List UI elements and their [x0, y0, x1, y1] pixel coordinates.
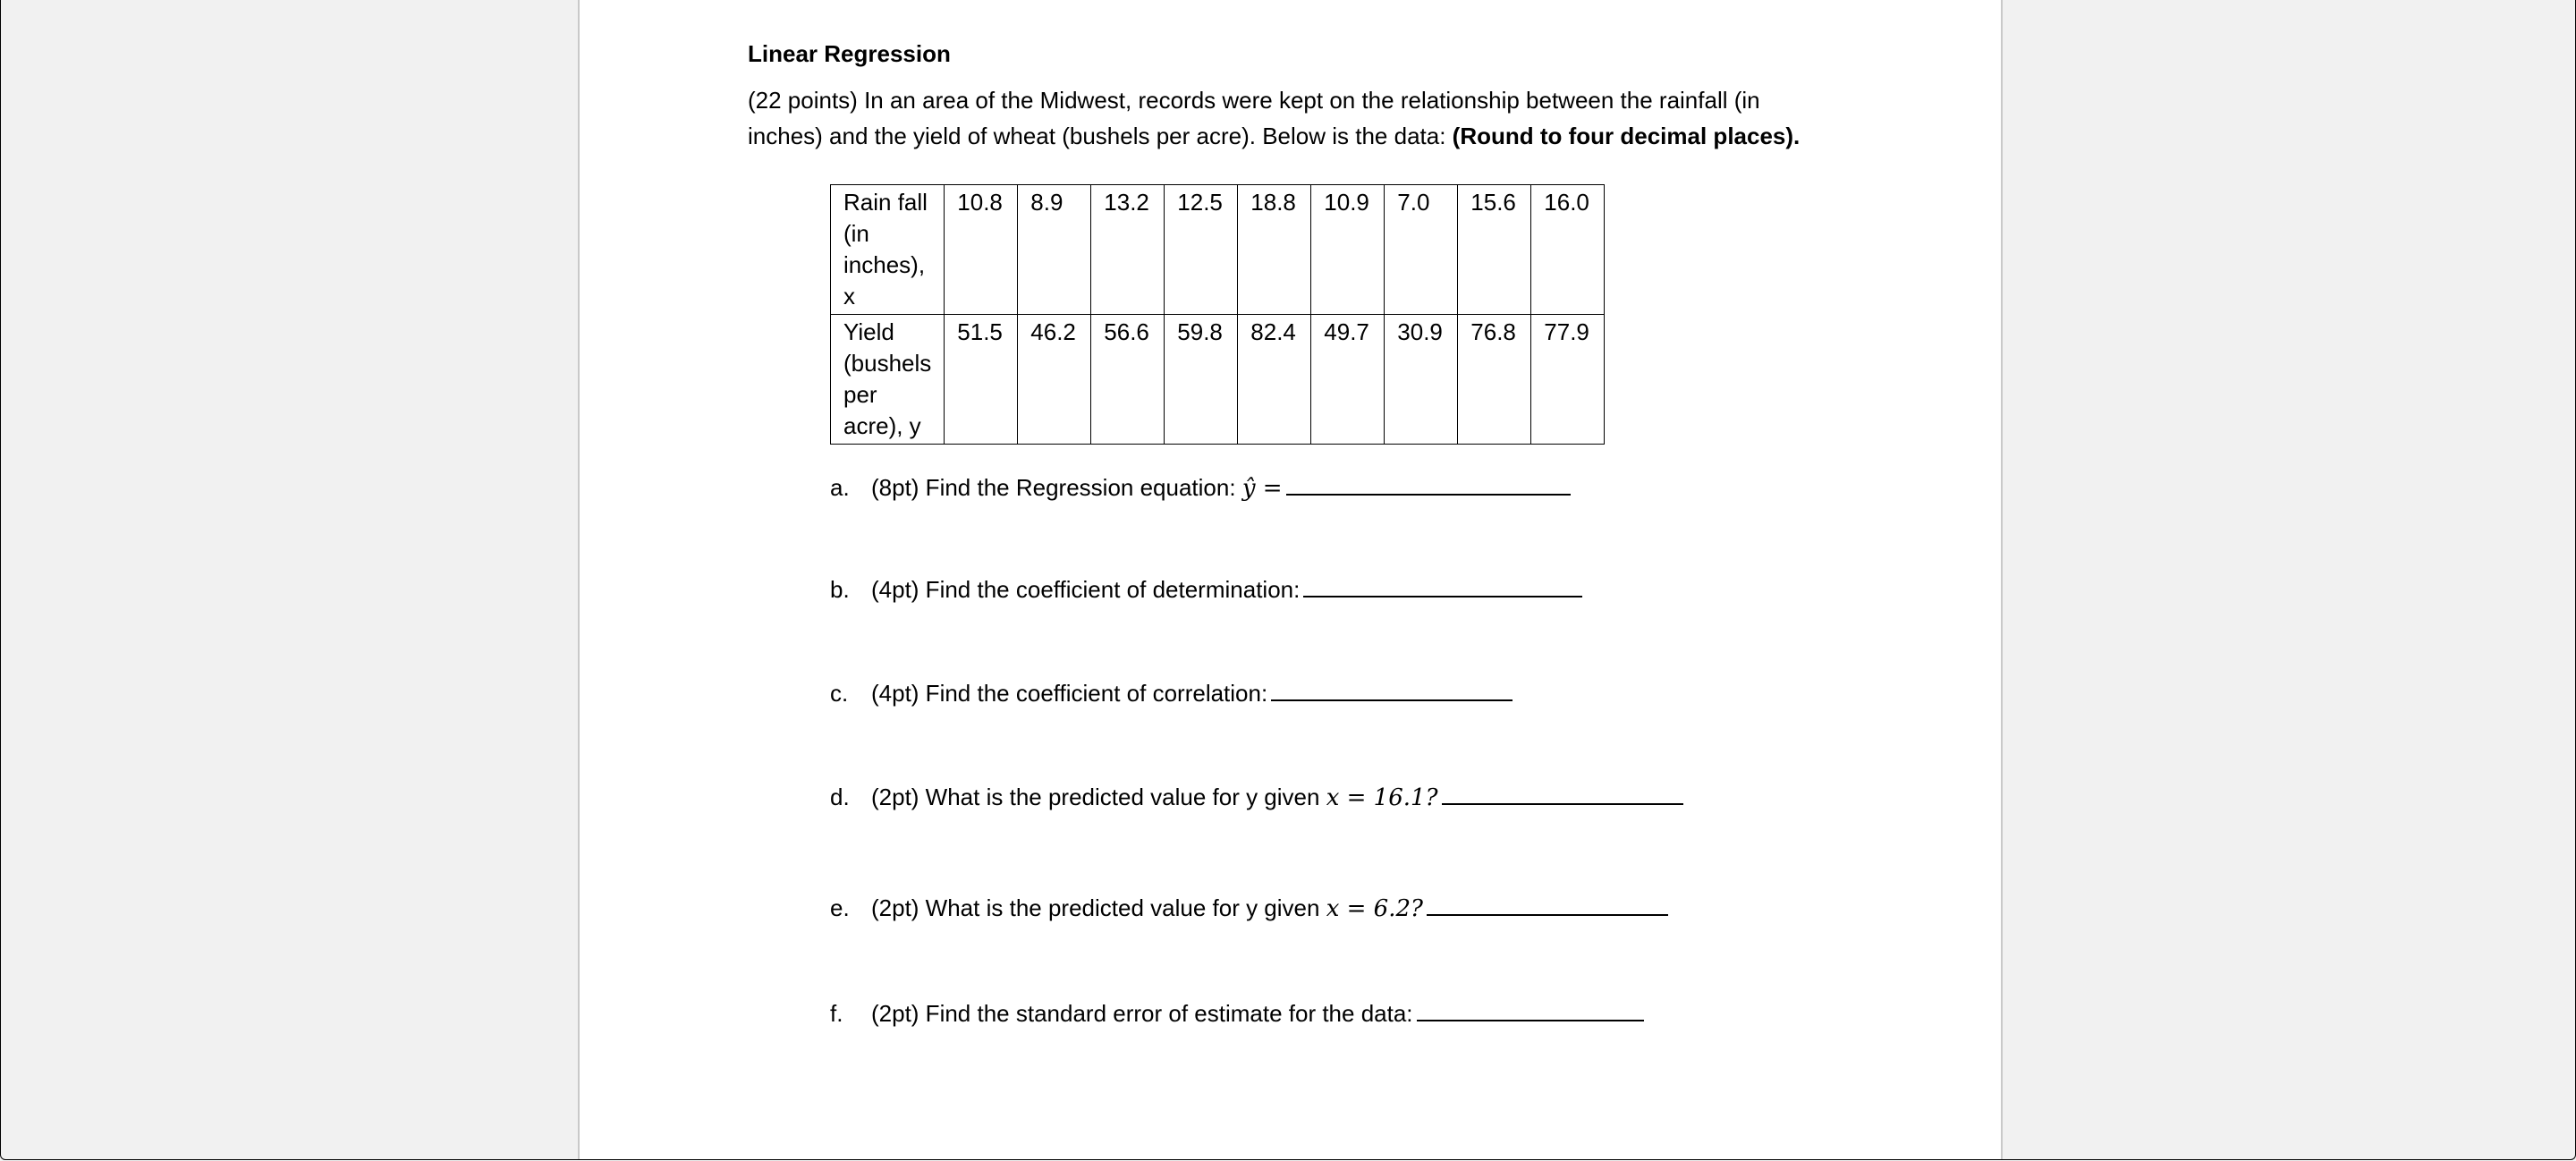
- answer-blank-a[interactable]: [1286, 470, 1571, 496]
- table-cell: 49.7: [1311, 315, 1385, 445]
- answer-blank-b[interactable]: [1303, 572, 1582, 597]
- table-cell: 30.9: [1385, 315, 1458, 445]
- question-f: [830, 996, 1644, 1030]
- question-text: (2pt) What is the predicted value for y given: [871, 784, 1320, 810]
- table-cell: 56.6: [1091, 315, 1165, 445]
- question-math: x = 6.2?: [1326, 895, 1423, 922]
- question-letter: c.: [830, 680, 849, 707]
- answer-blank-d[interactable]: [1442, 780, 1683, 805]
- table-cell: 12.5: [1165, 185, 1238, 315]
- question-text: (4pt) Find the coefficient of determination:: [871, 576, 1301, 603]
- question-c: [830, 676, 1513, 709]
- question-math: x = 16.1?: [1326, 784, 1438, 811]
- table-cell: 76.8: [1458, 315, 1531, 445]
- table-cell: 59.8: [1165, 315, 1238, 445]
- table-cell: 82.4: [1238, 315, 1311, 445]
- table-cell: 7.0: [1385, 185, 1458, 315]
- question-text: (2pt) What is the predicted value for y given: [871, 894, 1320, 921]
- question-letter: f.: [830, 1000, 843, 1027]
- table-cell: 77.9: [1531, 315, 1605, 445]
- question-b: [830, 572, 1582, 606]
- question-letter: b.: [830, 576, 850, 603]
- table-cell: 51.5: [945, 315, 1018, 445]
- question-letter: e.: [830, 894, 850, 921]
- question-letter: a.: [830, 474, 850, 501]
- question-d: [830, 780, 1683, 814]
- question-letter: d.: [830, 784, 850, 810]
- answer-blank-e[interactable]: [1427, 891, 1668, 916]
- answer-blank-f[interactable]: [1417, 996, 1644, 1021]
- table-cell: 13.2: [1091, 185, 1165, 315]
- question-e: [830, 891, 1668, 925]
- table-cell: 46.2: [1018, 315, 1091, 445]
- problem-intro: [748, 82, 1821, 154]
- row-label-yield: Yield (bushels per acre), y: [831, 315, 945, 445]
- table-cell: 8.9: [1018, 185, 1091, 315]
- row-label-rainfall: Rain fall (in inches), x: [831, 185, 945, 315]
- question-text: (4pt) Find the coefficient of correlation:: [871, 680, 1268, 707]
- question-text: (8pt) Find the Regression equation:: [871, 474, 1236, 501]
- question-text: (2pt) Find the standard error of estimate for the data:: [871, 1000, 1413, 1027]
- answer-blank-c[interactable]: [1271, 676, 1513, 701]
- intro-bold-note: (Round to four decimal places).: [1452, 123, 1801, 149]
- data-table: [830, 184, 1605, 445]
- table-row-yield: [831, 315, 1605, 445]
- table-cell: 16.0: [1531, 185, 1605, 315]
- table-cell: 15.6: [1458, 185, 1531, 315]
- question-math: ŷ =: [1241, 475, 1283, 502]
- table-row-rainfall: [831, 185, 1605, 315]
- table-cell: 18.8: [1238, 185, 1311, 315]
- document-page: [578, 0, 2003, 1160]
- table-cell: 10.9: [1311, 185, 1385, 315]
- section-heading: Linear Regression: [748, 40, 951, 67]
- table-cell: 10.8: [945, 185, 1018, 315]
- intro-text: (22 points) In an area of the Midwest, records were kept on the relationship between the rainfall (in inches) and the yield of wheat (bushels per acre). Below is the data:: [748, 87, 1760, 149]
- question-a: [830, 470, 1571, 504]
- document-content: [748, 36, 1848, 1027]
